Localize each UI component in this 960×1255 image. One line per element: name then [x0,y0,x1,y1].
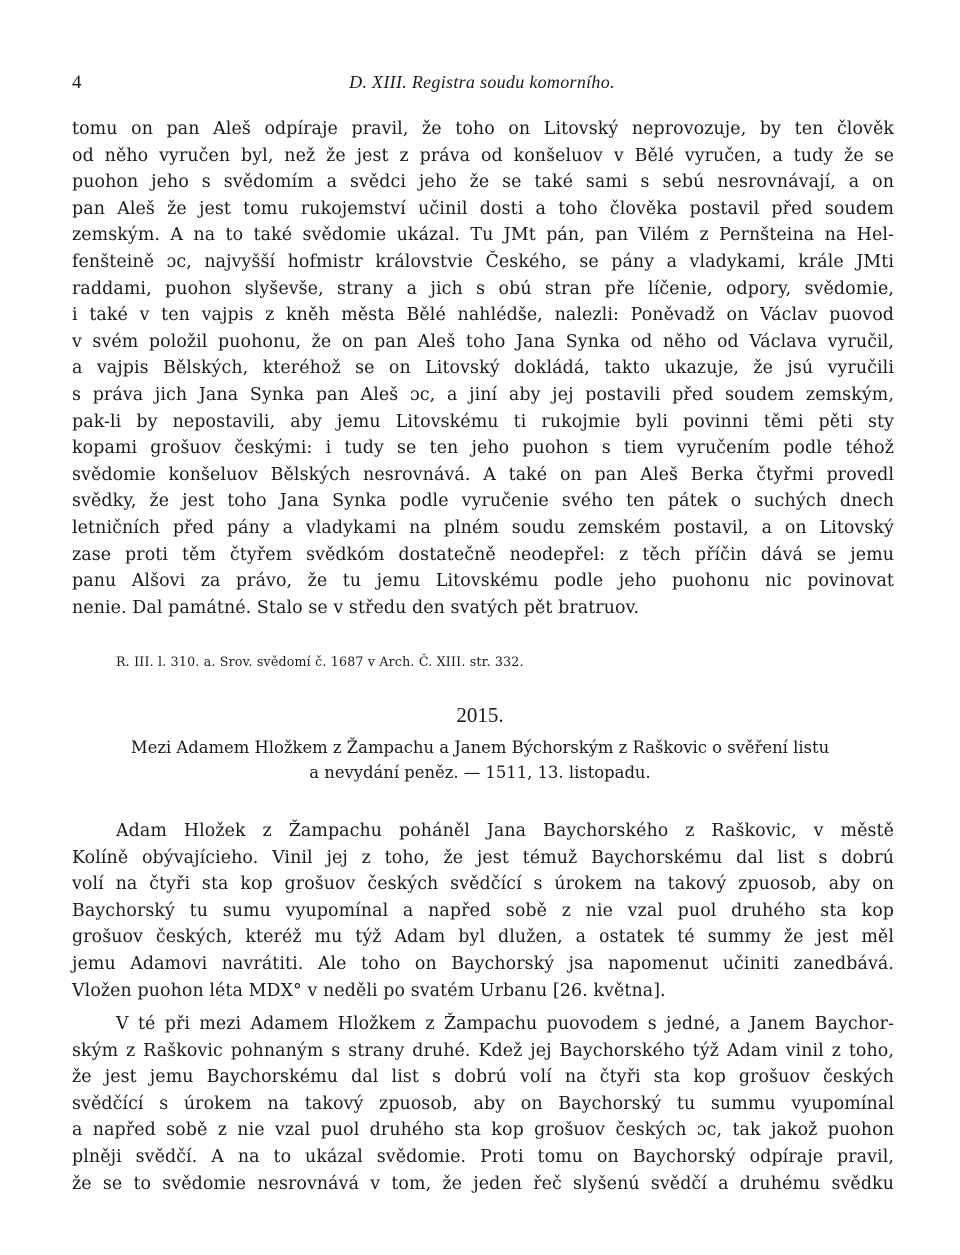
text-line: V té při mezi Adamem Hložkem z Žampachu puovodem s jedné, a Janem Baychor- [116,1014,894,1034]
text-line: nenie. Dal památné. Stalo se v středu den svatých pět bratruov. [72,597,640,618]
page-number: 4 [72,72,82,93]
page-header [72,72,892,96]
text-line: že jest jemu Baychorskému dal list s dobrú volí na čtyři sta kop grošuov českých [72,1067,894,1088]
source-reference: R. III. l. 310. a. Srov. svědomí č. 1687 v Arch. Č. XIII. str. 332. [116,654,524,669]
text-line: svědčící s úrokem na takový zpuosob, aby on Baychorský tu summu vyupomínal [72,1093,894,1114]
text-line: svědomie konšeluov Bělských nesrovnává. A také on pan Aleš Berka čtyřmi provedl [72,464,894,485]
text-line: fenšteině ɔc, najvyšší hofmistr královstvie Českého, se pány a vladykami, krále JMti [72,251,894,272]
text-line: Kolíně obývajícieho. Vinil jej z toho, že jest témuž Baychorskému dal list s dobrú [72,847,894,868]
text-line: puohon jeho s svědomím a svědci jeho že se také sami s sebú nesrovnávají, a on [72,172,894,193]
text-line: Adam Hložek z Žampachu poháněl Jana Baychorského z Raškovic, v městě [116,821,894,841]
text-line: zase proti těm čtyřem svědkóm dostatečně neodepřel: z těch příčin dává se jemu [72,544,894,565]
text-line: letničních před pány a vladykami na plném soudu zemském postavil, a on Litovský [72,517,894,538]
text-line: a napřed sobě z nie vzal puol druhého sta kop grošuov českých ɔc, tak jakož puohon [72,1120,894,1141]
text-line: panu Alšovi za právo, že tu jemu Litovskému podle jeho puohonu nic povinovat [72,571,894,592]
text-line: volí na čtyři sta kop grošuov českých svědčící s úrokem na takový zpuosob, aby on [72,874,894,895]
text-line: jemu Adamovi navrátiti. Ale toho on Baychorský jsa napomenut učiniti zanedbává. [72,953,894,974]
paragraph-three [72,1011,894,1197]
paragraph-two [72,818,894,1004]
text-line: grošuov českých, kteréž mu týž Adam byl dlužen, a ostatek té summy že jest měl [72,927,894,948]
running-head: D. XIII. Registra soudu komorního. [349,72,615,92]
text-line: s práva jich Jana Synka pan Aleš ɔc, a jiní aby jej postavili před soudem zemským, [72,384,894,405]
text-line: ským z Raškovic pohnaným s strany druhé. Kdež jej Baychorského týž Adam vinil z toho, [72,1040,894,1061]
text-line: zemským. A na to také svědomie ukázal. Tu JMt pán, pan Vilém z Pernšteina na Hel- [72,225,894,246]
text-line: pak-li by nepostavili, aby jemu Litovskému ti rukojmie byli povinni těmi pěti sty [72,411,894,432]
text-line: i také v ten vajpis z kněh města Bělé nahlédše, nalezli: Poněvadž on Václav puovod [72,305,894,326]
text-line: Baychorský tu sumu vyupomínal a napřed sobě z nie vzal puol druhého sta kop [72,900,894,921]
text-line: kopami grošuov českými: i tudy se ten jeho puohon s tiem vyručením podle téhož [72,438,894,459]
text-line: a vajpis Bělských, kteréhož se on Litovský dokládá, takto ukazuje, že jsú vyručili [72,358,894,379]
document-summary [92,735,868,785]
summary-line: a nevydání peněz. — 1511, 13. listopadu. [309,763,651,782]
summary-line: Mezi Adamem Hložkem z Žampachu a Janem Býchorským z Raškovic o svěření listu [130,738,830,757]
text-line: pan Aleš že jest tomu rukojemství učinil dosti a toho člověka postavil před soudem [72,198,894,219]
text-line: v svém položil puohonu, že on pan Aleš toho Jana Synka od něho od Václava vyručil, [72,331,894,352]
text-line: že se to svědomie nesrovnává v tom, že jeden řeč slyšenú svědčí a druhému svědku [72,1173,894,1194]
text-line: raddami, puohon slyševše, strany a jich s obú stran pře líčenie, odpory, svědomie, [72,278,894,299]
text-line: od něho vyručen byl, než že jest z práva od konšeluov v Bělé vyručen, a tudy že se [72,145,894,166]
continued-paragraph [72,116,894,621]
text-line: plněji svědčí. A na to ukázal svědomie. Proti tomu on Baychorský odpíraje pravil, [72,1146,894,1167]
text-line: tomu on pan Aleš odpíraje pravil, že toho on Litovský neprovozuje, by ten člověk [72,119,894,139]
text-line: svědky, že jest toho Jana Synka podle vyručenie svého ten pátek o suchých dnech [72,491,894,512]
text-line: Vložen puohon léta MDX° v neděli po svatém Urbanu [26. května]. [72,980,666,1001]
document-number: 2015. [456,703,504,727]
